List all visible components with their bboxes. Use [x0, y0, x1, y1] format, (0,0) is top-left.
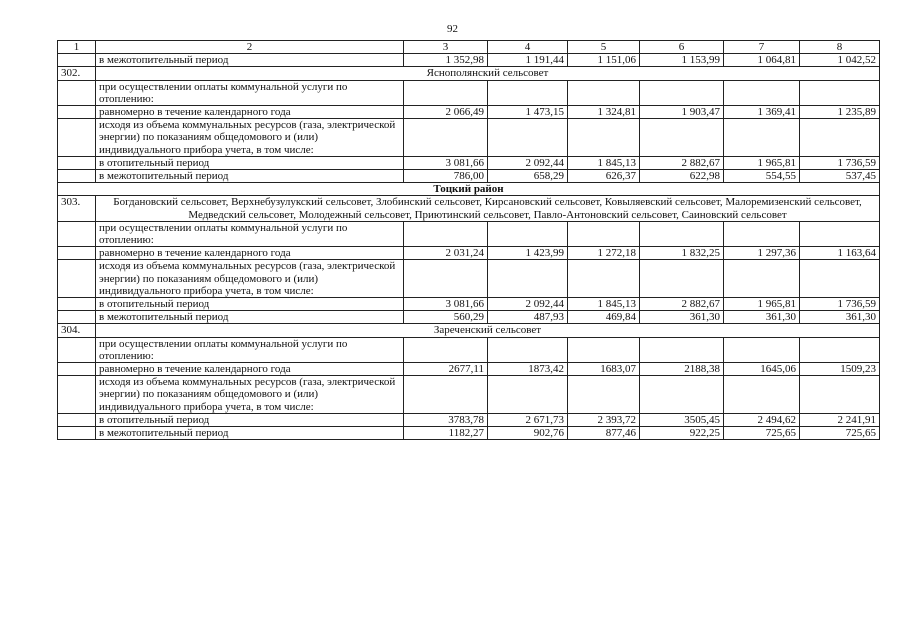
- value-cell: [488, 221, 568, 246]
- row-index-cell: [58, 247, 96, 260]
- header-row: [58, 41, 880, 54]
- value-cell: 902,76: [488, 427, 568, 440]
- page-number: 92: [447, 23, 458, 35]
- value-cell: [568, 221, 640, 246]
- value-cell: [568, 119, 640, 157]
- table-row: [58, 54, 880, 67]
- value-cell: 469,84: [568, 311, 640, 324]
- value-cell: 922,25: [640, 427, 724, 440]
- column-header: 5: [568, 41, 640, 54]
- value-cell: 2 882,67: [640, 156, 724, 169]
- value-cell: 626,37: [568, 170, 640, 183]
- value-cell: [800, 221, 880, 246]
- row-index-cell: [58, 221, 96, 246]
- value-cell: [640, 260, 724, 298]
- value-cell: [724, 376, 800, 414]
- row-index-cell: [58, 298, 96, 311]
- row-label: исходя из объема коммунальных ресурсов (газа, электрической энергии) по показаниям общедомового и (или) индивидуального прибора учета, в том числе:: [96, 376, 404, 414]
- value-cell: 1 845,13: [568, 156, 640, 169]
- value-cell: 1 324,81: [568, 106, 640, 119]
- table-row: [58, 298, 880, 311]
- value-cell: [404, 221, 488, 246]
- value-cell: [800, 80, 880, 105]
- district-row: [58, 183, 880, 196]
- value-cell: [800, 337, 880, 362]
- value-cell: [640, 119, 724, 157]
- value-cell: 554,55: [724, 170, 800, 183]
- column-header: 1: [58, 41, 96, 54]
- value-cell: 1 151,06: [568, 54, 640, 67]
- section-index: 304.: [58, 324, 96, 337]
- column-header: 2: [96, 41, 404, 54]
- row-label: исходя из объема коммунальных ресурсов (газа, электрической энергии) по показаниям общедомового и (или) индивидуального прибора учета, в том числе:: [96, 260, 404, 298]
- column-header: 8: [800, 41, 880, 54]
- row-index-cell: [58, 156, 96, 169]
- value-cell: [488, 376, 568, 414]
- section-title: Яснополянский сельсовет: [96, 67, 880, 80]
- value-cell: 1 297,36: [724, 247, 800, 260]
- value-cell: 1 163,64: [800, 247, 880, 260]
- value-cell: 1645,06: [724, 363, 800, 376]
- value-cell: [404, 119, 488, 157]
- value-cell: 560,29: [404, 311, 488, 324]
- row-index-cell: [58, 376, 96, 414]
- value-cell: 786,00: [404, 170, 488, 183]
- value-cell: [404, 376, 488, 414]
- section-index: 302.: [58, 67, 96, 80]
- value-cell: 3 081,66: [404, 298, 488, 311]
- section-index: 303.: [58, 196, 96, 221]
- row-label: в межотопительный период: [96, 311, 404, 324]
- table-row: [58, 106, 880, 119]
- row-index-cell: [58, 80, 96, 105]
- table-row: [58, 337, 880, 362]
- row-label: равномерно в течение календарного года: [96, 363, 404, 376]
- table-row: [58, 247, 880, 260]
- table-row: [58, 221, 880, 246]
- value-cell: 1509,23: [800, 363, 880, 376]
- value-cell: [568, 80, 640, 105]
- table-row: [58, 363, 880, 376]
- section-title: Зареченский сельсовет: [96, 324, 880, 337]
- section-row: [58, 196, 880, 221]
- value-cell: 1 845,13: [568, 298, 640, 311]
- row-label: исходя из объема коммунальных ресурсов (газа, электрической энергии) по показаниям общедомового и (или) индивидуального прибора учета, в том числе:: [96, 119, 404, 157]
- value-cell: 1 965,81: [724, 156, 800, 169]
- value-cell: [404, 80, 488, 105]
- value-cell: [800, 260, 880, 298]
- value-cell: 1683,07: [568, 363, 640, 376]
- value-cell: [640, 80, 724, 105]
- section-row: [58, 67, 880, 80]
- value-cell: 1 369,41: [724, 106, 800, 119]
- value-cell: 1 235,89: [800, 106, 880, 119]
- value-cell: 725,65: [800, 427, 880, 440]
- value-cell: 2 092,44: [488, 156, 568, 169]
- row-label: в межотопительный период: [96, 54, 404, 67]
- row-label: при осуществлении оплаты коммунальной услуги по отоплению:: [96, 80, 404, 105]
- row-index-cell: [58, 54, 96, 67]
- value-cell: [800, 376, 880, 414]
- value-cell: 1 153,99: [640, 54, 724, 67]
- value-cell: [724, 221, 800, 246]
- value-cell: 1 352,98: [404, 54, 488, 67]
- value-cell: 2 066,49: [404, 106, 488, 119]
- row-index-cell: [58, 170, 96, 183]
- tariff-table: [57, 40, 880, 440]
- row-index-cell: [58, 427, 96, 440]
- table-row: [58, 260, 880, 298]
- value-cell: [488, 337, 568, 362]
- row-label: равномерно в течение календарного года: [96, 106, 404, 119]
- value-cell: [404, 337, 488, 362]
- value-cell: 725,65: [724, 427, 800, 440]
- value-cell: 2 671,73: [488, 413, 568, 426]
- table-row: [58, 427, 880, 440]
- row-index-cell: [58, 363, 96, 376]
- row-label: в отопительный период: [96, 298, 404, 311]
- row-label: в межотопительный период: [96, 427, 404, 440]
- value-cell: [404, 260, 488, 298]
- column-header: 4: [488, 41, 568, 54]
- value-cell: [724, 260, 800, 298]
- value-cell: 2677,11: [404, 363, 488, 376]
- value-cell: [724, 80, 800, 105]
- table-row: [58, 413, 880, 426]
- row-label: в межотопительный период: [96, 170, 404, 183]
- table-row: [58, 376, 880, 414]
- value-cell: 2 092,44: [488, 298, 568, 311]
- value-cell: [724, 119, 800, 157]
- row-label: в отопительный период: [96, 413, 404, 426]
- column-header: 7: [724, 41, 800, 54]
- row-index-cell: [58, 119, 96, 157]
- table-row: [58, 119, 880, 157]
- value-cell: [568, 260, 640, 298]
- row-label: в отопительный период: [96, 156, 404, 169]
- value-cell: 1 272,18: [568, 247, 640, 260]
- value-cell: 3 081,66: [404, 156, 488, 169]
- value-cell: [568, 376, 640, 414]
- value-cell: [488, 80, 568, 105]
- value-cell: 2 882,67: [640, 298, 724, 311]
- value-cell: 2 494,62: [724, 413, 800, 426]
- row-label: при осуществлении оплаты коммунальной услуги по отоплению:: [96, 221, 404, 246]
- value-cell: 361,30: [724, 311, 800, 324]
- value-cell: 1182,27: [404, 427, 488, 440]
- value-cell: 1 736,59: [800, 156, 880, 169]
- value-cell: 1 903,47: [640, 106, 724, 119]
- value-cell: 2 031,24: [404, 247, 488, 260]
- value-cell: 877,46: [568, 427, 640, 440]
- row-label: равномерно в течение календарного года: [96, 247, 404, 260]
- value-cell: 3783,78: [404, 413, 488, 426]
- column-header: 6: [640, 41, 724, 54]
- row-index-cell: [58, 106, 96, 119]
- table-row: [58, 170, 880, 183]
- value-cell: 1 965,81: [724, 298, 800, 311]
- value-cell: 361,30: [800, 311, 880, 324]
- value-cell: 1873,42: [488, 363, 568, 376]
- value-cell: 361,30: [640, 311, 724, 324]
- row-index-cell: [58, 413, 96, 426]
- value-cell: 1 473,15: [488, 106, 568, 119]
- value-cell: 3505,45: [640, 413, 724, 426]
- row-index-cell: [58, 311, 96, 324]
- table-row: [58, 156, 880, 169]
- value-cell: 1 042,52: [800, 54, 880, 67]
- section-title: Богдановский сельсовет, Верхнебузулукский сельсовет, Злобинский сельсовет, Кирсановский сельсовет, Ковыляевский сельсовет, Малоремизенский сельсовет, Медведский сельсовет, Молодежный сельсовет, Приютинский сельсовет, Павло-Антоновский сельсовет, Саиновский сельсовет: [96, 196, 880, 221]
- value-cell: 1 191,44: [488, 54, 568, 67]
- value-cell: [724, 337, 800, 362]
- value-cell: [488, 260, 568, 298]
- table-row: [58, 80, 880, 105]
- value-cell: 2 241,91: [800, 413, 880, 426]
- section-row: [58, 324, 880, 337]
- value-cell: [488, 119, 568, 157]
- value-cell: [568, 337, 640, 362]
- value-cell: [800, 119, 880, 157]
- value-cell: 658,29: [488, 170, 568, 183]
- value-cell: 622,98: [640, 170, 724, 183]
- table-row: [58, 311, 880, 324]
- value-cell: 1 064,81: [724, 54, 800, 67]
- value-cell: [640, 337, 724, 362]
- row-index-cell: [58, 260, 96, 298]
- value-cell: 1 832,25: [640, 247, 724, 260]
- value-cell: 487,93: [488, 311, 568, 324]
- column-header: 3: [404, 41, 488, 54]
- value-cell: 2188,38: [640, 363, 724, 376]
- row-index-cell: [58, 337, 96, 362]
- value-cell: [640, 221, 724, 246]
- value-cell: [640, 376, 724, 414]
- row-label: при осуществлении оплаты коммунальной услуги по отоплению:: [96, 337, 404, 362]
- value-cell: 537,45: [800, 170, 880, 183]
- value-cell: 1 736,59: [800, 298, 880, 311]
- value-cell: 1 423,99: [488, 247, 568, 260]
- value-cell: 2 393,72: [568, 413, 640, 426]
- district-title: Тоцкий район: [58, 183, 880, 196]
